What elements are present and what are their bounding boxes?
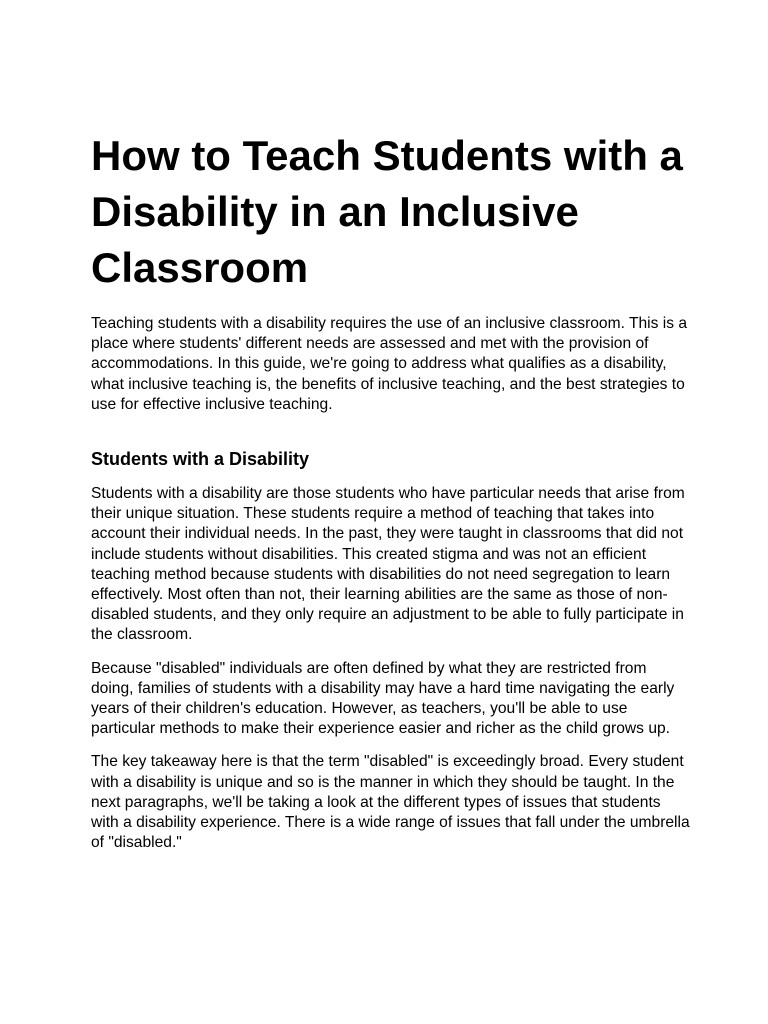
section-paragraph: Students with a disability are those students who have particular needs that arise from their unique situation. These students require a method of teaching that takes into account their individual needs. In the past, they were taught in classrooms that did not include students without disabilities. This created stigma and was not an efficient teaching method because students with disabilities do not need segregation to learn effectively. Most often than not, their learning abilities are the same as those of non-disabled students, and they only require an adjustment to be able to fully participate in the classroom. (91, 485, 685, 644)
section-heading: Students with a Disability (91, 449, 310, 470)
section-paragraph: The key takeaway here is that the term "disabled" is exceedingly broad. Every student with a disability is unique and so is the manner in which they should be taught. In the next paragraphs, we'll be taking a look at the different types of issues that students with a disability experience. There is a wide range of issues that fall under the umbrella of "disabled." (91, 753, 690, 852)
document-title: How to Teach Students with a Disability in an Inclusive Classroom (91, 132, 683, 291)
document-page (91, 128, 691, 866)
section-paragraph: Because "disabled" individuals are often defined by what they are restricted from doing, families of students with a disability may have a hard time navigating the early years of their children's education. However, as teachers, you'll be able to use particular methods to make their experience easier and richer as the child grows up. (91, 659, 675, 738)
intro-paragraph: Teaching students with a disability requires the use of an inclusive classroom. This is a place where students' different needs are assessed and met with the provision of accommodations. In this guide, we're going to address what qualifies as a disability, what inclusive teaching is, the benefits of inclusive teaching, and the best strategies to use for effective inclusive teaching. (91, 315, 688, 413)
